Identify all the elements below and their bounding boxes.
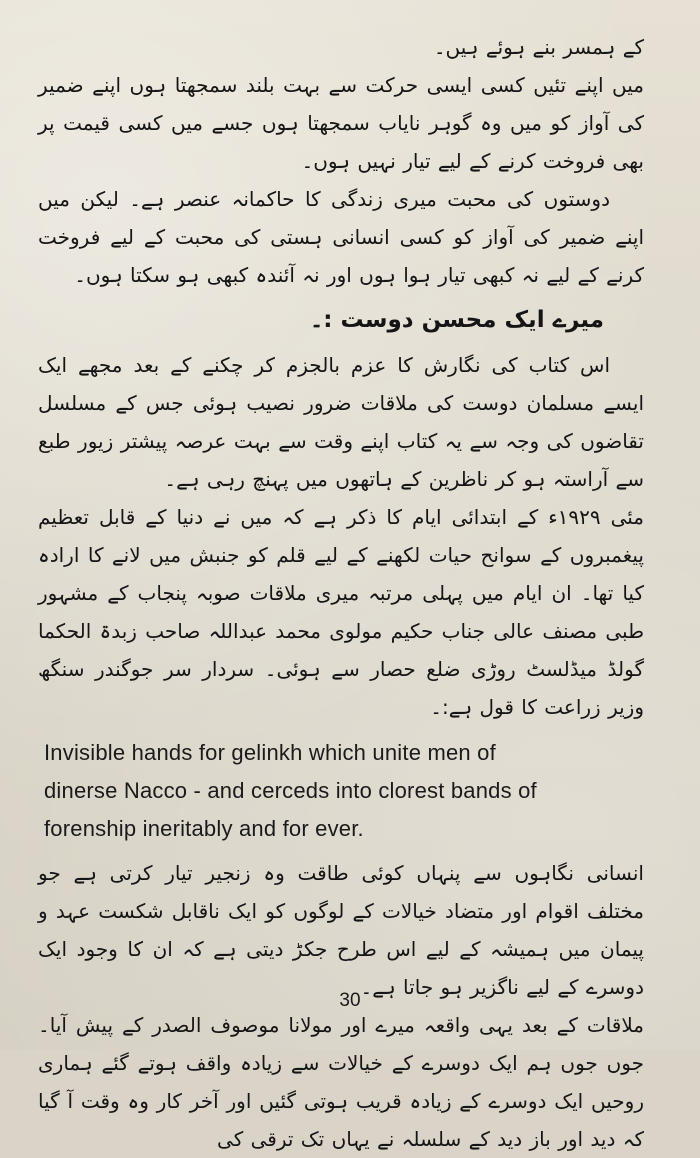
paragraph-1: کے ہمسر بنے ہوئے ہیں۔ [433,35,644,59]
quote-line-2: dinerse Nacco - and cerceds into clorest bands of [44,778,537,803]
paragraph-5: مئی ۱۹۲۹ء کے ابتدائی ایام کا ذکر ہے کہ میں نے دنیا کے قابل تعظیم پیغمبروں کے سوانح حیات لکھنے کے لیے قلم کو جنبش میں لانے کا ارادہ کیا تھا۔ ان ایام میں پہلی مرتبہ میری ملاقات صوبہ پنجاب کے مشہور طبی مصنف عالی جناب حکیم مولوی محمد عبداللہ صاحب زبدۃ الحکما گولڈ میڈلسٹ روڑی ضلع حصار سے ہوئی۔ سردار سر جوگندر سنگھ وزیر زراعت کا قول ہے:۔ [38,505,645,719]
quote-line-3: forenship ineritably and for ever. [44,816,364,841]
quote-line-1: Invisible hands for gelinkh which unite men of [44,740,496,765]
paragraph-4: اس کتاب کی نگارش کا عزم بالجزم کر چکنے کے بعد مجھے ایک ایسے مسلمان دوست کی ملاقات ضرور نصیب ہوئی جس کے مسلسل تقاضوں کی وجہ سے یہ کتاب اپنے وقت سے بہت عرصہ پیشتر زیور طبع سے آراستہ ہو کر ناظرین کے ہاتھوں میں پہنچ رہی ہے۔ [38,353,644,491]
paragraph-7: ملاقات کے بعد یہی واقعہ میرے اور مولانا موصوف الصدر کے پیش آیا۔ جوں جوں ہم ایک دوسرے کے خیالات سے زیادہ واقف ہوتے گئے ہماری روحیں ایک دوسرے کے زیادہ قریب ہوتی گئیں اور آخر کار وہ وقت آ گیا کہ دید اور باز دید کے سلسلہ نے یہاں تک ترقی کی [38,1013,644,1151]
text-block-top [38,28,644,294]
page-number: 30 [339,990,361,1011]
text-block-middle [38,346,644,726]
english-quote [44,734,644,848]
section-heading: میرے ایک محسن دوست :۔ [309,307,604,333]
paragraph-2: میں اپنے تئیں کسی ایسی حرکت سے بہت بلند سمجھتا ہوں اپنے ضمیر کی آواز کو میں وہ گوہر نایاب سمجھتا ہوں جسے میں کسی قیمت پر بھی فروخت کرنے کے لیے تیار نہیں ہوں۔ [38,73,644,173]
paragraph-6: انسانی نگاہوں سے پنہاں کوئی طاقت وہ زنجیر تیار کرتی ہے جو مختلف اقوام اور متضاد خیالات کے لوگوں کو ایک ناقابل شکست عہد و پیمان میں ہمیشہ کے لیے اس طرح جکڑ دیتی ہے کہ ان کا وجود ایک دوسرے کے لیے ناگزیر ہو جاتا ہے۔ [38,861,644,999]
paragraph-3: دوستوں کی محبت میری زندگی کا حاکمانہ عنصر ہے۔ لیکن میں اپنے ضمیر کی آواز کو کسی انسانی ہستی کی محبت کے لیے فروخت کرنے کے لیے نہ کبھی تیار ہوا ہوں اور نہ آئندہ کبھی ہو سکتا ہوں۔ [38,187,644,287]
